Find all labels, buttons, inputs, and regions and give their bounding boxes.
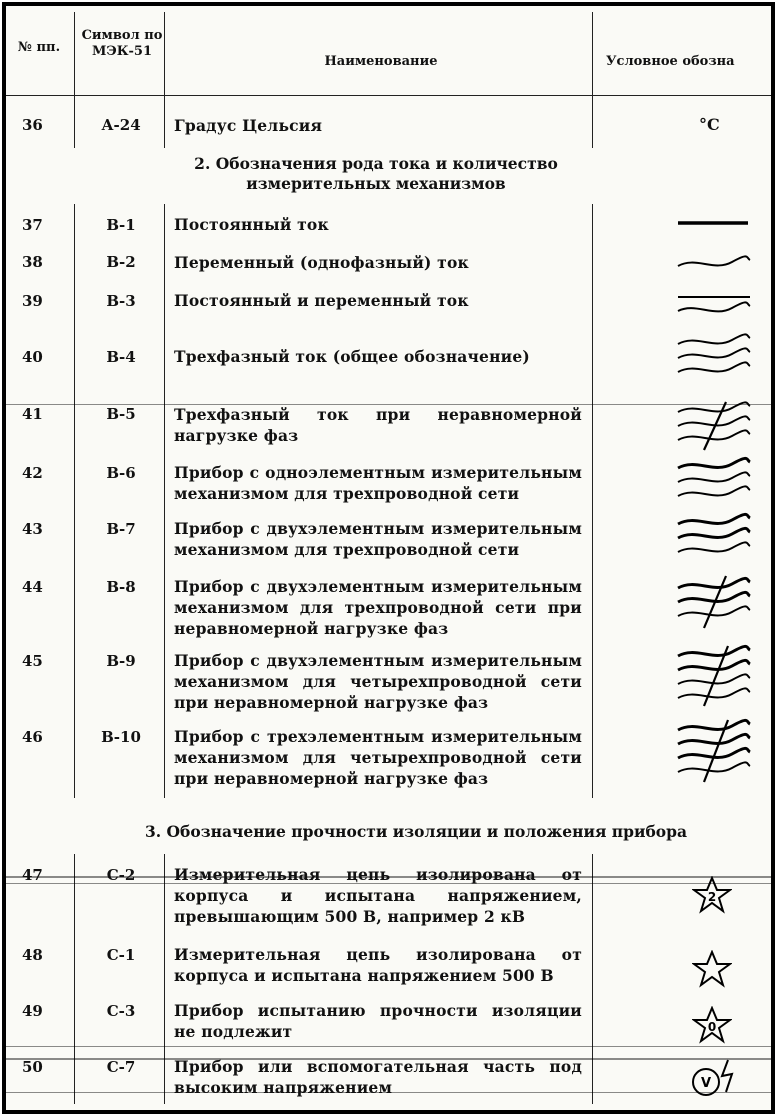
high-voltage-value: V <box>700 1076 712 1091</box>
row-symbol: А-24 <box>101 116 141 134</box>
row-name: Измерительная цепь изолирована от корпуса и испытана напряжением, превышающим 500 В, например 2 кВ <box>174 865 582 926</box>
row-symbol: В-10 <box>101 728 141 746</box>
high-voltage-icon <box>688 1056 748 1098</box>
row-name: Переменный (однофазный) ток <box>174 253 469 272</box>
row-number: 38 <box>22 253 43 271</box>
row-number: 49 <box>22 1002 43 1020</box>
row-symbol: В-7 <box>106 520 136 538</box>
star-icon <box>692 950 732 988</box>
row-name: Прибор с одноэлементным измерительным механизмом для трехпроводной сети <box>174 463 582 503</box>
column-divider <box>74 96 75 148</box>
star-0-value: 0 <box>707 1020 717 1034</box>
column-divider <box>164 204 165 798</box>
column-divider <box>592 204 593 798</box>
three-phase-unbalanced-icon <box>674 400 754 452</box>
row-name: Прибор испытанию прочности изоляции не подлежит <box>174 1001 582 1041</box>
row-name: Измерительная цепь изолирована от корпуса и испытана напряжением 500 В <box>174 945 582 985</box>
column-divider <box>592 96 593 148</box>
row-name: Постоянный и переменный ток <box>174 291 469 310</box>
header-name: Наименование <box>324 54 438 69</box>
row-number: 37 <box>22 216 43 234</box>
row-symbol: В-4 <box>106 348 136 366</box>
star-2-value: 2 <box>707 890 717 904</box>
two-element-three-wire-icon <box>674 512 754 558</box>
three-element-four-wire-unbalanced-icon <box>674 718 754 784</box>
header-symbol: Символ по МЭК-51 <box>81 28 163 59</box>
ac-wave-icon <box>674 250 754 276</box>
star-0-icon <box>692 1006 732 1044</box>
header-number: № пп. <box>17 40 61 55</box>
row-symbol: В-8 <box>106 578 136 596</box>
document-page <box>2 2 775 1114</box>
header-designation: Условное обозна <box>606 54 735 69</box>
three-phase-icon <box>674 332 754 382</box>
row-name: Прибор с двухэлементным измерительным механизмом для трехпроводной сети <box>174 519 582 559</box>
one-element-three-wire-icon <box>674 456 754 502</box>
row-symbol: С-1 <box>106 946 136 964</box>
column-divider <box>74 854 75 1104</box>
row-number: 40 <box>22 348 43 366</box>
row-name: Трехфазный ток при неравномерной нагрузке фаз <box>174 405 582 445</box>
row-symbol: С-2 <box>106 866 136 884</box>
dc-ac-icon <box>674 286 754 322</box>
row-number: 36 <box>22 116 43 134</box>
two-element-three-wire-unbalanced-icon <box>674 574 754 630</box>
column-divider <box>592 12 593 96</box>
section-heading: 3. Обозначение прочности изоляции и положения прибора <box>144 822 688 841</box>
row-symbol: С-7 <box>106 1058 136 1076</box>
row-symbol: В-1 <box>106 216 136 234</box>
row-number: 42 <box>22 464 43 482</box>
row-number: 50 <box>22 1058 43 1076</box>
column-divider <box>592 854 593 1104</box>
row-symbol: В-9 <box>106 652 136 670</box>
row-name: Прибор с трехэлементным измерительным механизмом для четырехпроводной сети при неравномерной нагрузке фаз <box>174 727 582 788</box>
row-number: 44 <box>22 578 43 596</box>
row-name: Прибор с двухэлементным измерительным механизмом для трехпроводной сети при неравномерной нагрузке фаз <box>174 577 582 638</box>
row-number: 43 <box>22 520 43 538</box>
column-divider <box>164 96 165 148</box>
row-number: 45 <box>22 652 43 670</box>
row-number: 48 <box>22 946 43 964</box>
row-name: Прибор с двухэлементным измерительным механизмом для четырехпроводной сети при неравномерной нагрузке фаз <box>174 651 582 712</box>
section-heading: измерительных механизмов <box>246 174 506 193</box>
row-name: Трехфазный ток (общее обозначение) <box>174 347 530 366</box>
scan-streak <box>6 1046 771 1047</box>
row-symbol: С-3 <box>106 1002 136 1020</box>
celsius-symbol: °C <box>699 115 720 134</box>
row-name: Постоянный ток <box>174 215 329 234</box>
row-number: 46 <box>22 728 43 746</box>
row-symbol: В-2 <box>106 253 136 271</box>
row-number: 39 <box>22 292 43 310</box>
row-number: 41 <box>22 405 43 423</box>
row-name: Прибор или вспомогательная часть под высоким напряжением <box>174 1057 582 1097</box>
row-name: Градус Цельсия <box>174 116 323 135</box>
star-2-icon <box>692 876 732 916</box>
column-divider <box>74 204 75 798</box>
section-heading: 2. Обозначения рода тока и количество <box>194 154 558 173</box>
column-divider <box>164 12 165 96</box>
header-rule <box>6 95 771 96</box>
row-symbol: В-6 <box>106 464 136 482</box>
column-divider <box>74 12 75 96</box>
row-symbol: В-5 <box>106 405 136 423</box>
column-divider <box>164 854 165 1104</box>
two-element-four-wire-unbalanced-icon <box>674 644 754 708</box>
row-number: 47 <box>22 866 43 884</box>
row-symbol: В-3 <box>106 292 136 310</box>
dc-line-icon <box>674 212 754 232</box>
